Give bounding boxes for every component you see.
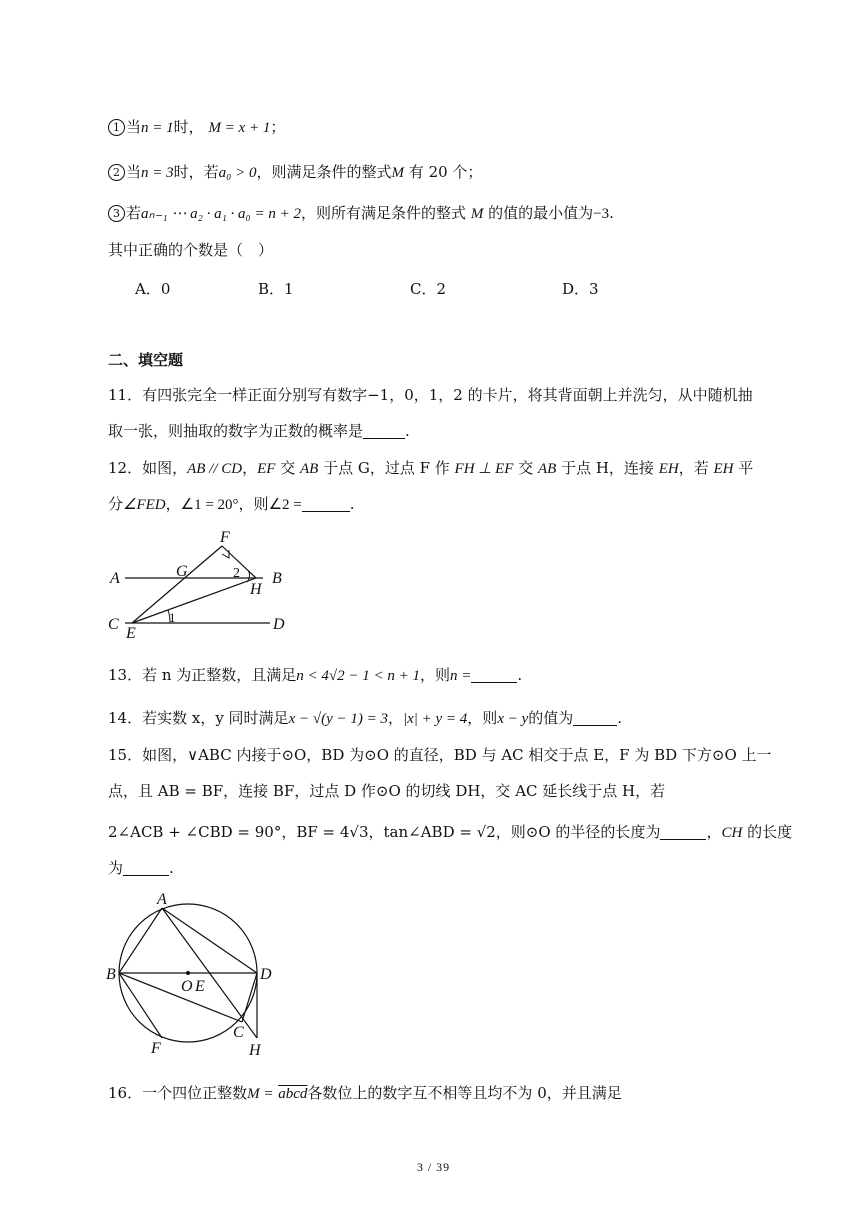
option-c: C．2 [410,280,447,298]
text: . [405,422,410,440]
figure-q12 [100,528,300,643]
math-expr: AB [299,461,319,477]
text: 时，若 [173,163,219,181]
label-o: O [181,978,193,995]
segment-bf [119,973,162,1038]
math-expr: n = 3 [141,165,174,181]
q10-item-2 [108,162,482,183]
math-expr: x − √(y − 1) = 3 [288,711,388,727]
line-eh [132,578,256,623]
q12-line-2 [108,494,355,515]
label-g: G [176,563,188,580]
text: 于点 G，过点 F 作 [318,459,455,477]
math-value: −3 [593,206,610,222]
segment-ba [119,908,162,973]
math-expr: ∠FED [123,497,166,513]
text: 16．一个四位正整数 [108,1084,248,1102]
text: ，则 [238,495,269,513]
text: ， [706,823,722,841]
label-1: 1 [169,610,176,625]
text: 取一张，则抽取的数字为正数的概率是 [108,422,364,440]
text: 的值的最小值为 [488,204,594,222]
math-var: M [470,206,484,222]
q16 [108,1083,622,1104]
label-c: C [108,616,119,633]
answer-blank [660,825,706,840]
text: 的长度 [742,823,793,841]
label-h: H [249,1042,261,1059]
label-a: A [157,891,167,908]
label-f: F [220,529,230,546]
math-expr: FH ⊥ EF [454,461,514,477]
q15-line-2: 点，且 AB = BF，连接 BF，过点 D 作⊙O 的切线 DH，交 AC 延长线于点 H，若 [108,782,666,800]
text: ，则 [420,666,451,684]
math-expr: abcd [278,1086,308,1102]
text: 12．如图， [108,459,188,477]
text: . [617,709,623,727]
text: 若 [126,204,142,222]
q15-line-4 [108,858,174,878]
text: 为 [108,859,124,877]
line-ef [132,546,222,623]
text: ，则 [467,709,498,727]
math-expr: ∠1 = 20° [180,497,239,513]
math-expr: n = 1 [141,120,174,136]
q12-line-1 [108,458,753,479]
label-e: E [126,625,136,642]
math-expr: a₀ > 0 [218,165,257,181]
math-expr: EH [713,461,734,477]
q11-line-2 [108,421,410,441]
text: 时， [173,118,204,136]
q15-line-3 [108,822,792,843]
math-expr: AB // CD [187,461,243,477]
circled-number-2: 2 [108,164,125,181]
label-b: B [272,570,282,587]
math-expr: EH [658,461,679,477]
text: 于点 H，连接 [556,459,659,477]
text: ，则所有满足条件的整式 [301,204,467,222]
q11-line-1: 11．有四张完全一样正面分别写有数字−1，0，1，2 的卡片，将其背面朝上并洗匀，从中随机抽 [108,386,753,404]
q10-question: 其中正确的个数是（ ） [108,241,274,259]
math-expr: M = [247,1086,274,1102]
q14 [108,708,622,729]
label-c: C [233,1024,244,1041]
text: ， [165,495,181,513]
text: ，若 [678,459,714,477]
text: . [349,495,355,513]
math-expr: AB [537,461,557,477]
text: 的值为 [528,709,574,727]
math-expr: |x| + y = 4 [402,711,468,727]
answer-blank [363,424,405,439]
math-expr: ∠2 = [268,497,302,513]
center-point [186,971,190,975]
text: 分 [108,495,124,513]
text: 交 [513,459,538,477]
math-expr: x − y [497,711,529,727]
text: . [609,204,614,222]
section-heading: 二、填空题 [108,351,184,369]
page-number: 3 / 39 [416,1160,451,1174]
label-2: 2 [233,566,240,581]
text: 各数位上的数字互不相等且均不为 0，并且满足 [307,1084,622,1102]
text: ， [387,709,403,727]
text: . [517,666,523,684]
label-d: D [260,966,272,983]
segment-ad [162,908,257,973]
math-expr: EF [257,461,276,477]
label-f: F [151,1040,161,1057]
segment-cd [242,973,257,1022]
text: 当 [126,118,142,136]
option-b: B．1 [258,280,294,298]
label-e: E [195,978,205,995]
text: ， [242,459,258,477]
figure-q15 [100,890,290,1065]
option-a: A．0 [135,280,171,298]
label-a: A [110,570,120,587]
math-expr: CH [721,825,743,841]
q10-item-1 [108,117,285,138]
option-d: D．3 [562,280,599,298]
answer-blank [302,497,350,512]
math-expr: n = [450,668,472,684]
text: 当 [126,163,142,181]
q10-item-3 [108,203,614,224]
label-d: D [273,616,285,633]
label-b: B [106,966,116,983]
answer-blank [573,711,617,726]
q15-line-1: 15．如图，∨ABC 内接于⊙O，BD 为⊙O 的直径，BD 与 AC 相交于点 E，F 为 BD 下方⊙O 上一 [108,746,772,764]
math-var: M [391,165,405,181]
math-expr: M = x + 1 [208,120,271,136]
text: 平 [733,459,754,477]
q13 [108,665,522,686]
circled-number-3: 3 [108,205,125,222]
text: 13．若 n 为正整数，且满足 [108,666,297,684]
math-expr: aₙ₋₁ ⋯ a₂ · a₁ · a₀ = n + 2 [141,206,302,222]
math-expr: n < 4√2 − 1 < n + 1 [296,668,421,684]
text: 有 20 个； [408,163,483,181]
answer-blank [471,668,517,683]
text: . [169,859,174,877]
label-h: H [250,581,262,598]
circled-number-1: 1 [108,119,125,136]
text: 交 [275,459,300,477]
answer-blank [123,861,169,876]
text: ； [270,118,286,136]
text: ，则满足条件的整式 [256,163,392,181]
text: 2∠ACB + ∠CBD = 90°，BF = 4√3，tan∠ABD = √2，则⊙O 的半径的长度为 [108,823,661,841]
text: 14．若实数 x，y 同时满足 [108,709,289,727]
